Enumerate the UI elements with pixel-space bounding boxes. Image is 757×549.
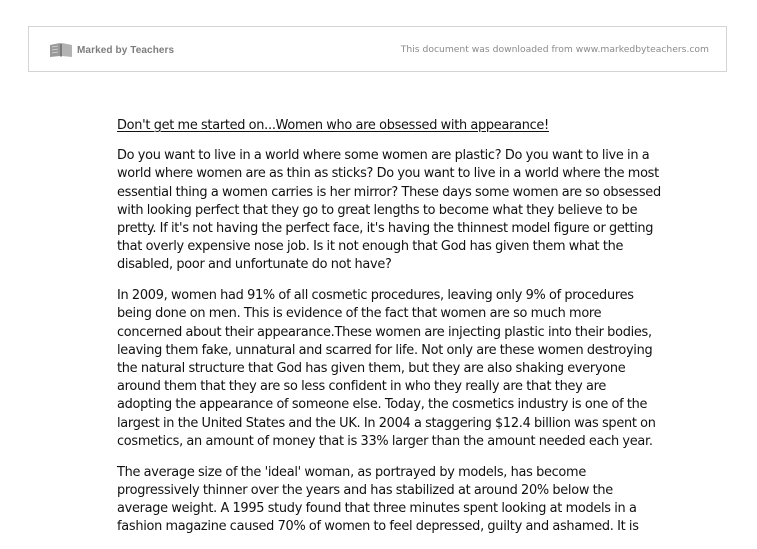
document-title: Don't get me started on...Women who are obsessed with appearance! — [117, 118, 549, 133]
paragraph — [117, 287, 757, 451]
text-line: around them that they are so less confident in who they really are that they are — [117, 379, 606, 395]
brand-name: Marked by Teachers — [77, 44, 175, 56]
text-line: concerned about their appearance.These women are injecting plastic into their bodies, — [117, 324, 652, 340]
document-body — [117, 117, 757, 549]
open-book-icon — [49, 42, 73, 58]
text-line: pretty. If it's not having the perfect face, it's having the thinnest model figure or getting — [117, 221, 654, 237]
text-line: with looking perfect that they go to great lengths to become what they believe to be — [117, 202, 638, 218]
download-source-note: This document was downloaded from www.markedbyteachers.com — [400, 44, 709, 55]
text-line: largest in the United States and the UK. In 2004 a staggering $12.4 billion was spent on — [117, 415, 656, 431]
text-line: average weight. A 1995 study found that three minutes spent looking at models in a — [117, 501, 637, 517]
text-line: being done on men. This is evidence of the fact that women are so much more — [117, 306, 602, 322]
text-line: progressively thinner over the years and has stabilized at around 20% below the — [117, 482, 613, 498]
paragraph — [117, 464, 757, 537]
text-line: world where women are as thin as sticks? Do you want to live in a world where the most — [117, 166, 659, 182]
text-line: leaving them fake, unnatural and scarred for life. Not only are these women destroying — [117, 342, 653, 358]
text-line: that overly expensive nose job. Is it not enough that God has given them what the — [117, 239, 624, 255]
text-line: In 2009, women had 91% of all cosmetic procedures, leaving only 9% of procedures — [117, 288, 634, 304]
paragraph — [117, 147, 757, 274]
text-line: cosmetics, an amount of money that is 33% larger than the amount needed each year. — [117, 433, 653, 449]
text-line: Do you want to live in a world where some women are plastic? Do you want to live in a — [117, 148, 650, 164]
text-line: essential thing a women carries is her mirror? These days some women are so obsessed — [117, 184, 661, 200]
page-header — [28, 26, 727, 72]
text-line: adopting the appearance of someone else. Today, the cosmetics industry is one of the — [117, 397, 648, 413]
text-line: the natural structure that God has given them, but they are also shaking everyone — [117, 361, 626, 377]
brand-logo[interactable] — [49, 41, 174, 59]
text-line: fashion magazine caused 70% of women to feel depressed, guilty and ashamed. It is — [117, 519, 639, 535]
text-line: The average size of the 'ideal' woman, as portrayed by models, has become — [117, 464, 586, 480]
text-line: disabled, poor and unfortunate do not have? — [117, 257, 392, 273]
